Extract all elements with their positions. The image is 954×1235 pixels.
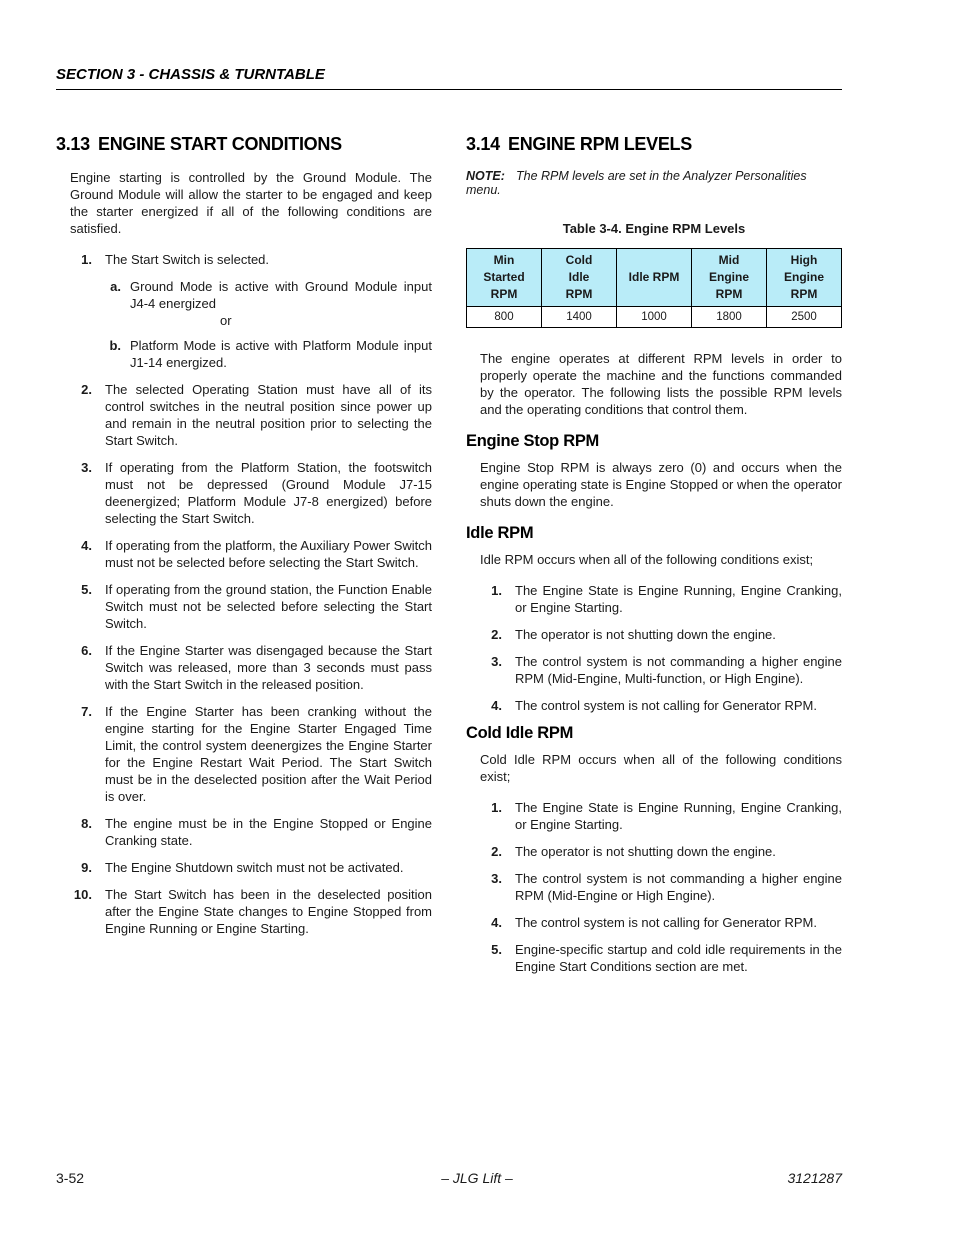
list-item <box>466 941 842 975</box>
item-number: 5. <box>81 582 92 597</box>
item-text: The Engine State is Engine Running, Engine Cranking, or Engine Starting. <box>515 800 842 832</box>
item-text: The Start Switch is selected. <box>105 252 270 267</box>
item-text: The Start Switch has been in the deselected position after the Engine State changes to Engine Stopped from Engine Running or Engine Starting. <box>105 887 432 936</box>
heading-engine-start-conditions <box>56 134 432 155</box>
item-text: The control system is not calling for Generator RPM. <box>515 698 818 713</box>
header-line: Min <box>493 253 515 267</box>
list-item <box>56 251 432 371</box>
sub-item-letter: b. <box>109 338 121 353</box>
item-number: 5. <box>491 942 502 957</box>
list-item <box>56 815 432 849</box>
start-intro: Engine starting is controlled by the Ground Module. The Ground Module will allow the starter to be engaged and keep the starter energized if all of the following conditions are satisfied. <box>70 170 432 236</box>
note <box>466 169 842 197</box>
idle-intro: Idle RPM occurs when all of the following conditions exist; <box>480 552 814 567</box>
item-number: 3. <box>491 654 502 669</box>
list-item <box>466 870 842 904</box>
item-number: 4. <box>491 915 502 930</box>
heading-text: ENGINE START CONDITIONS <box>98 134 342 154</box>
table-cell: 800 <box>467 307 542 328</box>
note-text: The RPM levels are set in the Analyzer Personalities menu. <box>466 169 807 197</box>
heading-number: 3.14 <box>466 134 500 154</box>
item-text: The engine must be in the Engine Stopped or Engine Cranking state. <box>105 816 432 848</box>
item-number: 1. <box>491 800 502 815</box>
list-item <box>56 703 432 805</box>
item-number: 8. <box>81 816 92 831</box>
item-number: 4. <box>81 538 92 553</box>
sub-item-text: Ground Mode is active with Ground Module input J4-4 energized <box>130 279 432 311</box>
heading-number: 3.13 <box>56 134 90 154</box>
sub-item <box>105 278 432 329</box>
item-text: If the Engine Starter was disengaged because the Start Switch was released, more than 3 seconds must pass with the Start Switch in the released position. <box>105 643 432 692</box>
item-number: 4. <box>491 698 502 713</box>
item-number: 2. <box>491 844 502 859</box>
item-number: 10. <box>73 887 92 902</box>
item-text: If operating from the platform, the Auxiliary Power Switch must not be selected before selecting the Start Switch. <box>105 538 432 570</box>
rpm-levels-table <box>466 248 842 328</box>
list-item <box>466 914 842 931</box>
footer-brand: – JLG Lift – <box>441 1170 513 1186</box>
item-text: If operating from the Platform Station, the footswitch must not be depressed (Ground Module J7-15 deenergized; Platform Module J7-8 energized) before selecting the Start Switch. <box>105 460 432 526</box>
header-line: Engine <box>708 270 749 284</box>
item-number: 2. <box>81 382 92 397</box>
item-number: 1. <box>81 252 92 267</box>
heading-engine-stop-rpm: Engine Stop RPM <box>466 432 599 450</box>
col-header-mid-engine <box>692 249 767 307</box>
start-conditions-list <box>56 251 432 937</box>
list-item <box>56 381 432 449</box>
right-column <box>466 134 842 985</box>
or-text: or <box>220 313 232 328</box>
header-line: High <box>790 253 818 267</box>
item-text: If the Engine Starter has been cranking without the engine starting for the Engine Starter Engaged Time Limit, the control system deenergizes the Engine Starter for the Engine Restart Wait Period. The Start Switch must be in the deselected position after the Wait Period is over. <box>105 704 432 804</box>
table-row <box>467 307 842 328</box>
list-item <box>466 697 842 714</box>
list-item <box>56 642 432 693</box>
item-number: 1. <box>491 583 502 598</box>
table-title: Table 3-4. Engine RPM Levels <box>562 221 746 236</box>
table-header-row <box>467 249 842 307</box>
rpm-intro: The engine operates at different RPM levels in order to properly operate the machine and the functions commanded by the operator. The following lists the possible RPM levels and the operating conditions that control them. <box>480 351 842 417</box>
idle-conditions-list <box>466 582 842 714</box>
list-item <box>56 581 432 632</box>
item-number: 7. <box>81 704 92 719</box>
item-text: The Engine Shutdown switch must not be activated. <box>105 860 404 875</box>
engine-stop-text: Engine Stop RPM is always zero (0) and occurs when the engine operating state is Engine Stopped or when the operator shuts down the engine. <box>480 460 842 509</box>
cold-idle-intro: Cold Idle RPM occurs when all of the following conditions exist; <box>480 752 842 784</box>
left-column <box>56 134 432 947</box>
item-text: The control system is not calling for Generator RPM. <box>515 915 818 930</box>
header-line: Started <box>483 270 525 284</box>
header-line: Idle RPM <box>628 270 680 284</box>
col-header-min-started <box>467 249 542 307</box>
item-number: 3. <box>81 460 92 475</box>
item-text: The operator is not shutting down the engine. <box>515 844 776 859</box>
col-header-idle <box>617 249 692 307</box>
section-header: SECTION 3 - CHASSIS & TURNTABLE <box>56 66 325 83</box>
item-text: The operator is not shutting down the engine. <box>515 627 776 642</box>
col-header-cold-idle <box>542 249 617 307</box>
document-number: 3121287 <box>787 1170 842 1186</box>
table-cell: 1400 <box>542 307 617 328</box>
note-label: NOTE: <box>466 169 505 183</box>
list-item <box>466 653 842 687</box>
item-text: The control system is not commanding a higher engine RPM (Mid-Engine, Multi-function, or High Engine). <box>515 654 842 686</box>
header-line: Idle <box>568 270 590 284</box>
sub-item-letter: a. <box>110 279 121 294</box>
header-line: RPM <box>565 287 593 301</box>
table-cell: 2500 <box>767 307 842 328</box>
header-line: Mid <box>718 253 740 267</box>
list-item <box>56 459 432 527</box>
header-line: Engine <box>783 270 824 284</box>
header-line: Cold <box>565 253 593 267</box>
item-text: The Engine State is Engine Running, Engine Cranking, or Engine Starting. <box>515 583 842 615</box>
item-text: The selected Operating Station must have all of its control switches in the neutral position since power up and remain in the neutral position prior to selecting the Start Switch. <box>105 382 432 448</box>
heading-engine-rpm-levels <box>466 134 842 155</box>
page-number: 3-52 <box>56 1170 85 1186</box>
item-number: 3. <box>491 871 502 886</box>
header-line: RPM <box>490 287 518 301</box>
list-item <box>466 799 842 833</box>
sub-item <box>105 337 432 371</box>
item-text: Engine-specific startup and cold idle requirements in the Engine Start Conditions section are met. <box>515 942 842 974</box>
header-line: RPM <box>790 287 818 301</box>
list-item <box>466 843 842 860</box>
list-item <box>56 859 432 876</box>
table-cell: 1000 <box>617 307 692 328</box>
table-cell: 1800 <box>692 307 767 328</box>
heading-idle-rpm: Idle RPM <box>466 524 534 542</box>
heading-cold-idle-rpm: Cold Idle RPM <box>466 724 574 742</box>
item-number: 9. <box>81 860 92 875</box>
item-text: If operating from the ground station, the Function Enable Switch must not be selected before selecting the Start Switch. <box>105 582 432 631</box>
col-header-high-engine <box>767 249 842 307</box>
sub-item-text: Platform Mode is active with Platform Module input J1-14 energized. <box>130 338 432 370</box>
list-item <box>466 626 842 643</box>
cold-idle-conditions-list <box>466 799 842 975</box>
list-item <box>56 886 432 937</box>
header-line: RPM <box>715 287 743 301</box>
item-text: The control system is not commanding a higher engine RPM (Mid-Engine or High Engine). <box>515 871 842 903</box>
list-item <box>56 537 432 571</box>
header-rule <box>56 89 842 90</box>
item-number: 2. <box>491 627 502 642</box>
list-item <box>466 582 842 616</box>
heading-text: ENGINE RPM LEVELS <box>508 134 692 154</box>
sub-list <box>105 278 432 371</box>
item-number: 6. <box>81 643 92 658</box>
